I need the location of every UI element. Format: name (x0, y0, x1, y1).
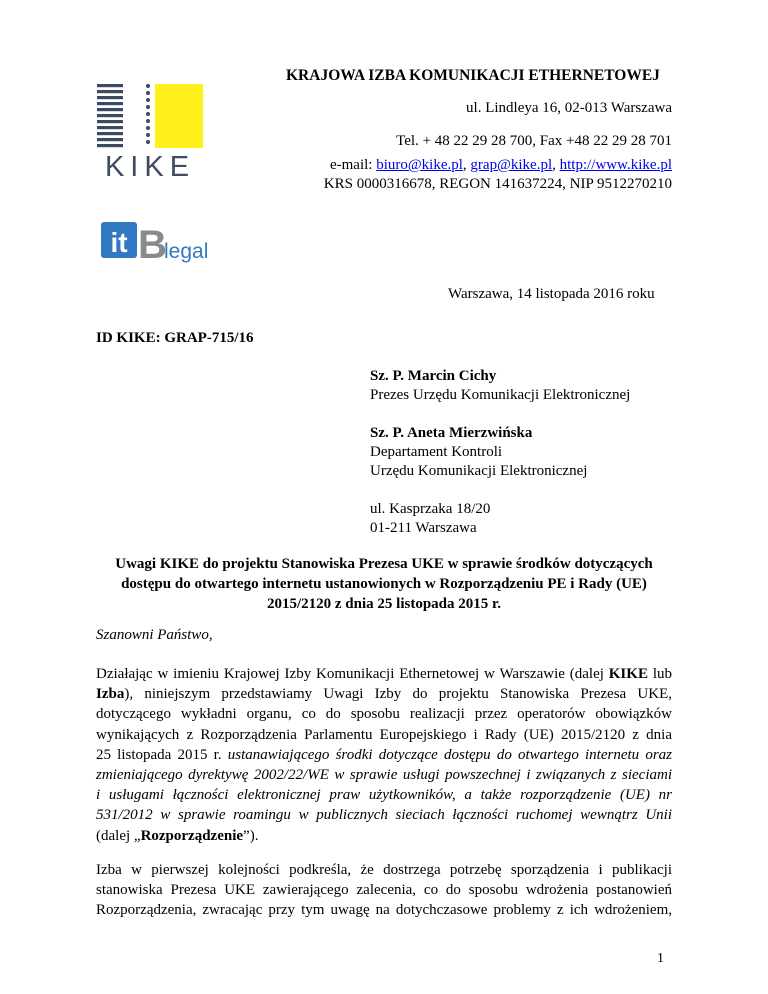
recipient-city: 01-211 Warszawa (370, 520, 477, 536)
letter-date: Warszawa, 14 listopada 2016 roku (448, 286, 655, 302)
website-link[interactable]: http://www.kike.pl (559, 157, 672, 173)
kike-logo (94, 80, 208, 180)
recipient-2-name: Sz. P. Aneta Mierzwińska (370, 425, 533, 441)
document-id: ID KIKE: GRAP-715/16 (96, 330, 254, 346)
recipient-2-department: Departament Kontroli (370, 444, 503, 460)
recipient-street: ul. Kasprzaka 18/20 (370, 501, 491, 517)
page-number: 1 (657, 951, 664, 966)
paragraph-2: Izba w pierwszej kolejności podkreśla, że dostrzega potrzebę sporządzenia i publikacji stanowiska Prezesa UKE zawierającego zalecenia, co do sposobu wdrożenia postanowień Rozporządzenia, zwracając przy tym uwagę na dotychczasowe problemy z ich wdrożeniem, (96, 862, 672, 919)
recipient-2-office: Urzędu Komunikacji Elektronicznej (370, 463, 588, 479)
svg-text:it: it (110, 227, 128, 258)
svg-text:B: B (138, 223, 167, 264)
recipients-block (370, 367, 690, 538)
paragraph-1: Działając w imieniu Krajowej Izby Komunikacji Ethernetowej w Warszawie (dalej KIKE lub Izba), niniejszym przedstawiamy Uwagi Izby do projektu Stanowiska Prezesa UKE, dotyczącego wykładni organu, co do sposobu realizacji przez operatorów obowiązków wynikających z Rozporządzenia Parlamentu Europejskiego i Rady (UE) 2015/2120 z dnia 25 listopada 2015 r. ustanawiającego środki dotyczące dostępu do otwartego internetu oraz zmieniającego dyrektywę 2002/22/WE w sprawie usługi powszechnej i związanych z sieciami i usługami łączności elektronicznej praw użytkowników, a także rozporządzenie (UE) nr 531/2012 w sprawie roamingu w publicznych sieciach łączności ruchomej wewnątrz Unii (dalej „Rozporządzenie”). (96, 666, 672, 844)
letter-subject: Uwagi KIKE do projektu Stanowiska Prezesa UKE w sprawie środków dotyczących dostępu do otwartego internetu ustanowionych w Rozporządzeniu PE i Rady (UE) 2015/2120 z dnia 25 listopada 2015 r. (115, 556, 653, 612)
organization-registry: KRS 0000316678, REGON 141637224, NIP 9512270210 (323, 176, 672, 192)
organization-address: ul. Lindleya 16, 02-013 Warszawa (466, 100, 672, 116)
organization-name: KRAJOWA IZBA KOMUNIKACJI ETHERNETOWEJ (286, 67, 660, 84)
svg-text:legal: legal (164, 240, 209, 263)
organization-phone-fax: Tel. + 48 22 29 28 700, Fax +48 22 29 28 701 (396, 133, 672, 149)
organization-contacts: e-mail: biuro@kike.pl, grap@kike.pl, http://www.kike.pl (329, 157, 672, 173)
itb-legal-logo (100, 218, 212, 264)
email-link-biuro[interactable]: biuro@kike.pl (376, 157, 463, 173)
kike-logo-text: KIKE (104, 151, 196, 180)
salutation: Szanowni Państwo, (96, 627, 213, 643)
recipient-1-name: Sz. P. Marcin Cichy (370, 368, 497, 384)
recipient-1-title: Prezes Urzędu Komunikacji Elektronicznej (370, 387, 631, 403)
email-link-grap[interactable]: grap@kike.pl (470, 157, 553, 173)
